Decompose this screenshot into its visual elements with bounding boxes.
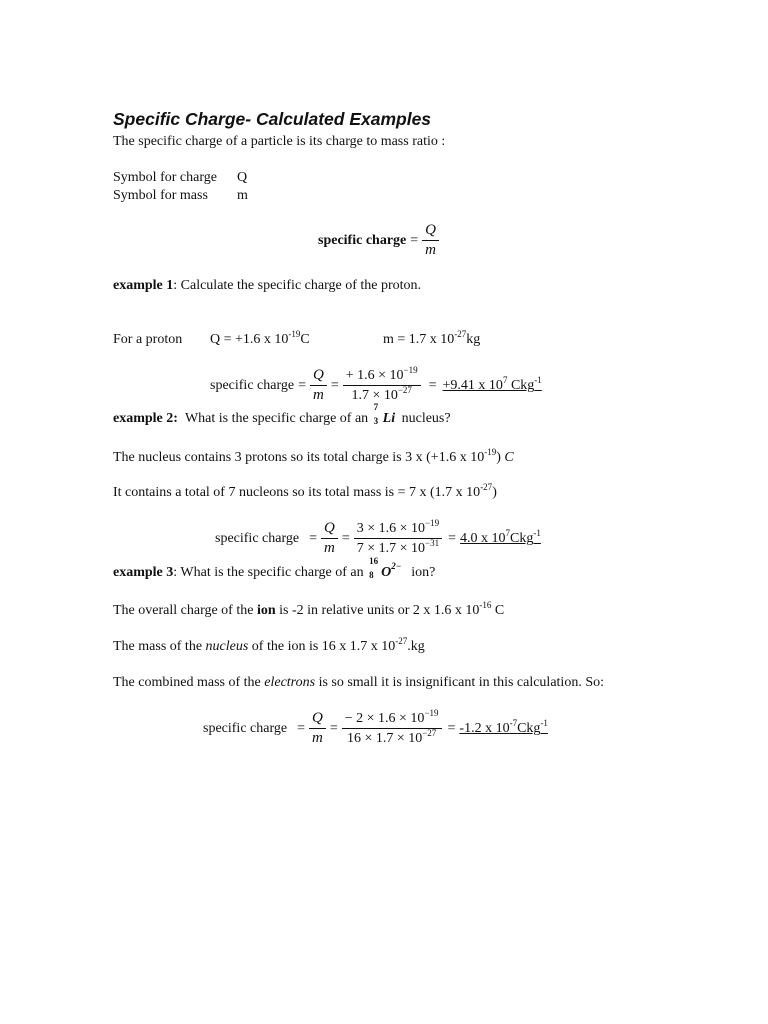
denominator-base: 7 × 1.7 × 10	[356, 541, 426, 556]
electrons-text-pre: The combined mass of the	[113, 675, 265, 690]
result-unit: Ckg	[517, 720, 541, 736]
result-exponent: -7	[509, 717, 518, 728]
example3-electrons-line	[113, 675, 604, 691]
fraction-denominator: m	[313, 387, 324, 403]
fraction-numerator	[343, 367, 421, 386]
nuclide-mass-number: 16	[369, 556, 379, 566]
denominator-base: 16 × 1.7 × 10	[346, 731, 423, 746]
example2-text-after: nucleus?	[401, 411, 451, 426]
fraction-denominator	[343, 386, 421, 404]
fraction-numerator: Q	[309, 710, 326, 729]
result-exponent: 7	[505, 527, 511, 538]
mass-unit: .kg	[407, 639, 425, 654]
example3-heading: example 3	[113, 565, 174, 580]
proton-charge-value: Q = +1.6 x 10	[210, 332, 289, 347]
denominator-exponent: −27	[397, 385, 412, 395]
numerator-base: 3 × 1.6 × 10	[356, 521, 426, 536]
proton-mass-exponent: -27	[454, 329, 467, 339]
mass-symbol-label: Symbol for mass	[113, 188, 208, 203]
example1-calculation	[210, 367, 542, 404]
result-base: +9.41 x 10	[442, 377, 503, 393]
fraction-numerator: Q	[310, 367, 327, 386]
denominator-base: 1.7 × 10	[351, 388, 398, 403]
example2-mass-line	[113, 482, 497, 501]
example2-heading: example 2:	[113, 411, 178, 426]
mass-exponent: -27	[395, 636, 408, 646]
example2-charge-line	[113, 447, 514, 466]
example2-result	[460, 527, 541, 547]
example3-text-after: ion?	[411, 565, 436, 580]
equals-sign: =	[448, 530, 457, 546]
nuclide-atomic-number: 8	[369, 570, 374, 580]
charge-symbol: Q	[237, 170, 248, 185]
mass-exponent: -27	[480, 482, 493, 492]
result-exponent: 7	[502, 374, 508, 385]
charge-symbol-label: Symbol for charge	[113, 170, 217, 185]
fraction-denominator: m	[324, 540, 335, 556]
result-unit-exponent: -1	[533, 527, 541, 538]
proton-label: For a proton	[113, 332, 183, 347]
charge-unit: C	[491, 603, 505, 618]
definition-fraction	[422, 222, 439, 259]
example3-calculation	[203, 710, 548, 747]
mass-text-post: of the ion is 16 x 1.7 x 10	[248, 639, 396, 654]
equals-sign: =	[428, 377, 437, 393]
example2-text: What is the specific charge of an	[184, 411, 369, 426]
mass-text-nucleus: nucleus	[205, 639, 249, 654]
charge-exponent: -16	[479, 600, 492, 610]
equals-sign: =	[298, 377, 306, 393]
charge-exponent: -19	[484, 447, 497, 457]
mass-close: )	[492, 485, 497, 500]
nuclide-symbol: Li	[382, 411, 396, 426]
example3-charge-line	[113, 600, 505, 619]
example1-heading: example 1	[113, 278, 174, 293]
fraction-denominator	[342, 729, 442, 747]
numeric-fraction	[354, 520, 442, 557]
proton-mass-value: m = 1.7 x 10	[383, 332, 455, 347]
example1-result	[442, 374, 542, 394]
fraction-denominator: m	[425, 242, 436, 258]
equals-sign: =	[297, 720, 305, 736]
charge-text-pre: The overall charge of the	[113, 603, 257, 618]
proton-mass-unit: kg	[466, 332, 481, 347]
fraction-numerator	[354, 520, 442, 539]
result-unit-exponent: -1	[540, 717, 548, 728]
charge-text-post: is -2 in relative units or 2 x 1.6 x 10	[275, 603, 480, 618]
fraction-denominator: m	[312, 730, 323, 746]
equals-sign: =	[447, 720, 456, 736]
example3-result	[459, 717, 548, 737]
equals-sign: =	[341, 530, 350, 546]
qm-fraction	[310, 367, 327, 404]
equals-sign: =	[330, 377, 339, 393]
mass-text: It contains a total of 7 nucleons so its total mass is = 7 x (1.7 x 10	[113, 485, 481, 500]
definition-equation	[318, 222, 441, 259]
proton-mass	[383, 329, 481, 348]
qm-fraction	[309, 710, 326, 747]
numerator-exponent: −19	[424, 708, 439, 718]
intro-text: The specific charge of a particle is its charge to mass ratio :	[113, 134, 446, 149]
calc-label: specific charge	[215, 530, 300, 546]
result-base: -1.2 x 10	[459, 720, 510, 736]
nuclide-atomic-number: 3	[373, 416, 379, 426]
numeric-fraction	[343, 367, 421, 404]
equals-sign: =	[309, 530, 317, 546]
numeric-fraction	[342, 710, 442, 747]
numerator-base: + 1.6 × 10	[345, 368, 404, 383]
equals-sign: =	[410, 232, 419, 248]
nuclide-symbol: O	[381, 565, 392, 580]
denominator-exponent: −27	[422, 728, 437, 738]
calc-label: specific charge	[210, 377, 295, 393]
nuclide-charge: 2−	[391, 561, 402, 571]
charge-unit: C	[504, 450, 514, 465]
numerator-exponent: −19	[403, 365, 418, 375]
result-base: 4.0 x 10	[460, 530, 506, 546]
example1-text: : Calculate the specific charge of the proton.	[173, 278, 422, 293]
electrons-text-post: is so small it is insignificant in this calculation. So:	[315, 675, 604, 690]
electrons-text-electrons: electrons	[264, 675, 316, 690]
numerator-exponent: −19	[425, 518, 440, 528]
definition-label: specific charge	[318, 232, 407, 248]
charge-close: )	[496, 450, 501, 465]
result-unit: Ckg	[510, 530, 534, 546]
mass-text-pre: The mass of the	[113, 639, 206, 654]
numerator-base: − 2 × 1.6 × 10	[344, 711, 425, 726]
nuclide-mass-number: 7	[373, 402, 379, 412]
example2-prompt	[113, 402, 451, 427]
equals-sign: =	[329, 720, 338, 736]
example3-text: : What is the specific charge of an	[173, 565, 364, 580]
qm-fraction	[321, 520, 338, 557]
mass-symbol: m	[237, 188, 248, 203]
fraction-numerator: Q	[422, 222, 439, 241]
calc-label: specific charge	[203, 720, 288, 736]
fraction-denominator	[354, 539, 442, 557]
denominator-exponent: −31	[425, 538, 440, 548]
fraction-numerator	[342, 710, 442, 729]
example2-calculation	[215, 520, 541, 557]
fraction-numerator: Q	[321, 520, 338, 539]
lithium-nuclide	[373, 402, 396, 427]
example3-mass-line	[113, 636, 425, 655]
charge-text-ion: ion	[256, 603, 276, 618]
example1-prompt	[113, 278, 421, 294]
oxygen-ion-nuclide	[369, 556, 402, 581]
result-unit: Ckg	[507, 377, 535, 393]
proton-charge-unit: C	[300, 332, 310, 347]
charge-text: The nucleus contains 3 protons so its total charge is 3 x (+1.6 x 10	[113, 450, 485, 465]
proton-charge	[210, 329, 310, 348]
proton-charge-exponent: -19	[288, 329, 301, 339]
example3-prompt	[113, 556, 436, 581]
result-unit-exponent: -1	[534, 374, 542, 385]
page-title: Specific Charge- Calculated Examples	[113, 109, 432, 129]
